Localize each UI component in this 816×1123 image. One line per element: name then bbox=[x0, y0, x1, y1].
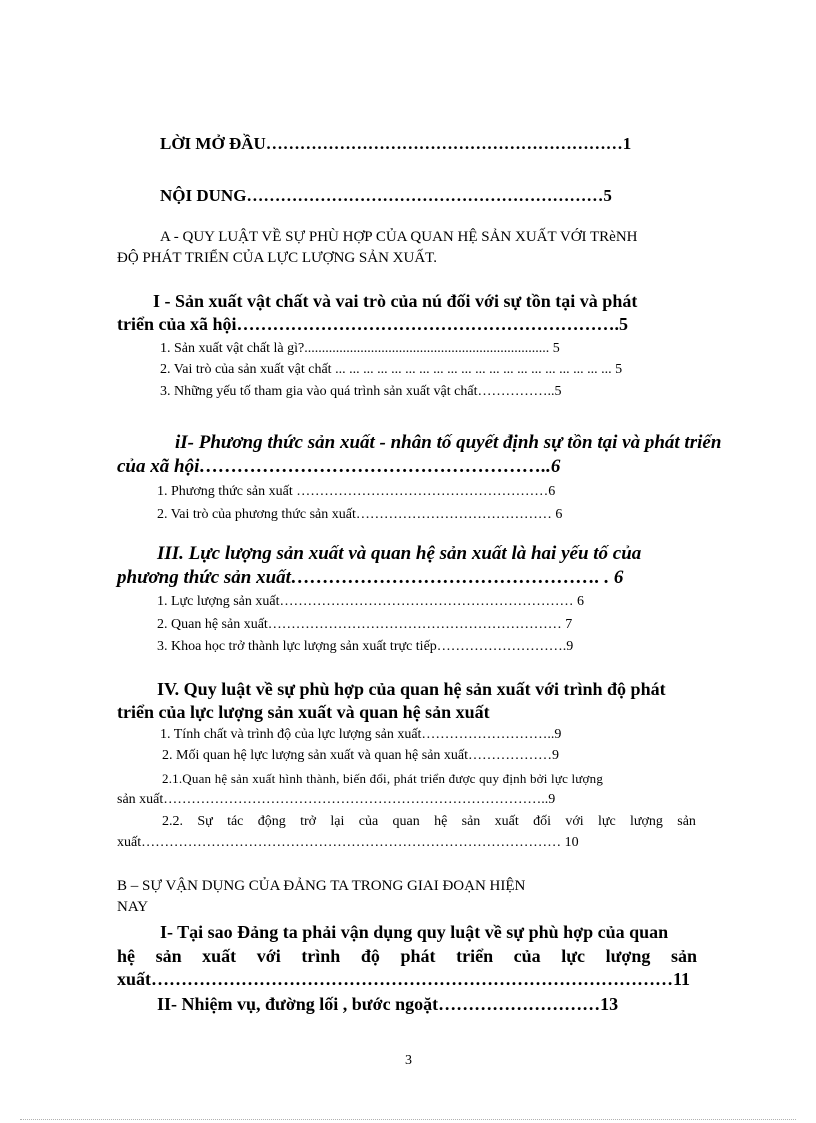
section-b-i-title-line2: hệ sản xuất với trình độ phát triển của lực lượng sản bbox=[117, 946, 697, 966]
section-b-i-title-line1: I- Tại sao Đảng ta phải vận dụng quy luật về sự phù hợp của quan bbox=[160, 922, 669, 942]
section-iv-title-line2: triển của lực lượng sản xuất và quan hệ sản xuất bbox=[117, 702, 490, 722]
section-iv-item-2-2-line1: 2.2. Sự tác động trở lại của quan hệ sản xuất đối với lực lượng sản bbox=[162, 814, 696, 829]
toc-content: NỘI DUNG………………………………………………………5 bbox=[160, 186, 612, 205]
section-b-i-title-line3: xuất……………………………………………………………………………11 bbox=[117, 969, 691, 989]
toc-intro: LỜI MỞ ĐẦU………………………………………………………1 bbox=[160, 134, 632, 153]
section-iv-item-2-1-line2: sản xuất………………………………………………………………………..9 bbox=[117, 792, 556, 807]
section-i-item: 1. Sản xuất vật chất là gì?...................................................................... 5 bbox=[160, 341, 560, 356]
section-i-title-line1: I - Sản xuất vật chất và vai trò của nú đối với sự tồn tại và phát bbox=[153, 291, 638, 311]
section-iv-title-line1: IV. Quy luật về sự phù hợp của quan hệ sản xuất với trình độ phát bbox=[157, 679, 666, 699]
section-b-ii-title: II- Nhiệm vụ, đường lối , bước ngoặt………………………13 bbox=[157, 994, 619, 1014]
section-i-item: 3. Những yếu tố tham gia vào quá trình sản xuất vật chất……………..5 bbox=[160, 384, 562, 399]
section-iv-item-2-2-line2: xuất……………………………………………………………………………… 10 bbox=[117, 835, 579, 850]
section-iii-title-line2: phương thức sản xuất…………………………………………. . 6 bbox=[117, 567, 624, 588]
section-ii-item: 1. Phương thức sản xuất ………………………………………………6 bbox=[157, 484, 556, 499]
section-b-title-line2: NAY bbox=[117, 899, 149, 915]
section-a-title-line1: A - QUY LUẬT VỀ SỰ PHÙ HỢP CỦA QUAN HỆ SẢN XUẤT VỚI TRèNH bbox=[160, 229, 638, 245]
section-iv-item: 2. Mối quan hệ lực lượng sản xuất và quan hệ sản xuất………………9 bbox=[162, 748, 560, 763]
section-i-item: 2. Vai trò của sản xuất vật chất ... ... ... ... ... ... ... ... ... ... ... ... ... ... ... ... ... ... ... ... 5 bbox=[160, 362, 623, 377]
page-number: 3 bbox=[405, 1053, 412, 1068]
section-iii-title-line1: III. Lực lượng sản xuất và quan hệ sản xuất là hai yếu tố của bbox=[157, 543, 642, 564]
section-a-title-line2: ĐỘ PHÁT TRIỂN CỦA LỰC LƯỢNG SẢN XUẤT. bbox=[117, 250, 437, 266]
section-iii-item: 3. Khoa học trở thành lực lượng sản xuất trực tiếp……………………….9 bbox=[157, 639, 574, 654]
page-bottom-rule bbox=[20, 1119, 796, 1120]
section-ii-title-line2: của xã hội………………………………………………..6 bbox=[117, 456, 561, 477]
section-b-title-line1: B – SỰ VẬN DỤNG CỦA ĐẢNG TA TRONG GIAI ĐOẠN HIỆN bbox=[117, 878, 526, 894]
section-iv-item-2-1-line1: 2.1.Quan hệ sản xuất hình thành, biến đổi, phát triển được quy định bởi lực lượng bbox=[162, 771, 604, 786]
section-ii-item: 2. Vai trò của phương thức sản xuất…………………………………… 6 bbox=[157, 507, 563, 522]
section-ii-title-line1: iI- Phương thức sản xuất - nhân tố quyết định sự tồn tại và phát triển bbox=[175, 432, 722, 453]
section-iv-item: 1. Tính chất và trình độ của lực lượng sản xuất………………………..9 bbox=[160, 727, 562, 742]
section-iii-item: 1. Lực lượng sản xuất……………………………………………………… 6 bbox=[157, 594, 584, 609]
section-i-title-line2: triển của xã hội……………………………………………………….5 bbox=[117, 314, 628, 334]
section-iii-item: 2. Quan hệ sản xuất……………………………………………………… 7 bbox=[157, 617, 573, 632]
